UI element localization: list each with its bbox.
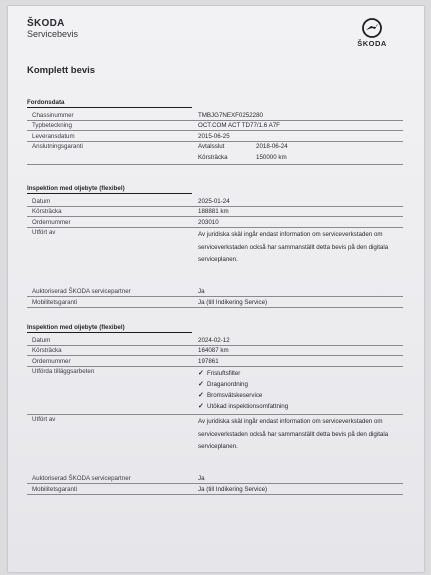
table-row: [27, 297, 403, 308]
additional-work-list: [198, 367, 403, 414]
table-row: [27, 228, 403, 267]
sub-value: 2018-06-24: [256, 143, 288, 150]
vin-value: TMBJG7NEXF0252280: [198, 111, 263, 119]
page-title: Komplett bevis: [27, 65, 96, 76]
performed-by-value: Av juridiska skäl ingår endast information om serviceverkstaden om serviceverkstaden också har sammanställt detta bevis på den digitala serviceplanen.: [198, 418, 389, 450]
mileage-value: 188881 km: [198, 208, 229, 215]
section-heading: Inspektion med oljebyte (flexibel): [27, 185, 192, 194]
table-row: [27, 121, 403, 132]
inspection-section-2: [27, 324, 403, 495]
row-label: Chassinummer: [32, 111, 74, 119]
mobility-value: Ja (till Indikering Service): [198, 298, 268, 306]
list-item: [198, 392, 403, 400]
order-value: 203010: [198, 218, 219, 226]
work-item-label: Utökad inspektionsomfattning: [207, 402, 289, 410]
vehicle-data-section: [27, 99, 403, 165]
table-row: [27, 196, 403, 207]
checkmark-icon: ✓: [198, 380, 204, 388]
work-item-label: Bromsvätskeservice: [207, 391, 263, 399]
row-label: Auktoriserad ŠKODA servicepartner: [32, 475, 131, 482]
table-row: [27, 217, 403, 228]
row-label: Ordernummer: [32, 218, 71, 226]
table-row: [27, 346, 403, 357]
table-row: [27, 474, 403, 485]
work-item-label: Draganordning: [207, 380, 248, 388]
skoda-logo: [350, 18, 394, 48]
order-value: 197861: [198, 357, 219, 365]
row-label: Mobilitetsgaranti: [32, 485, 78, 493]
table-row: [27, 356, 403, 367]
inspection-section-1: [27, 185, 403, 308]
sub-label: Körsträcka: [198, 154, 228, 161]
work-item-label: Frisluftsfilter: [207, 369, 241, 377]
checkmark-icon: ✓: [198, 369, 204, 377]
checkmark-icon: ✓: [198, 391, 204, 399]
brand-header: [27, 19, 78, 39]
section-heading: Fordonsdata: [27, 99, 192, 108]
row-label: Utförda tilläggsarbeten: [32, 368, 95, 375]
mobility-value: Ja (till Indikering Service): [198, 485, 268, 493]
table-row: [27, 335, 403, 346]
date-value: 2024-02-12: [198, 336, 230, 344]
partner-value: Ja: [198, 288, 205, 295]
row-label: Körsträcka: [32, 208, 62, 215]
document-type: Servicebevis: [27, 29, 79, 39]
sub-label: Avtalsslut: [198, 143, 225, 150]
row-label: Datum: [32, 336, 51, 344]
row-label: Anslutningsgaranti: [32, 143, 83, 150]
type-value: OCT.COM ACT TD77/1.6 A7F: [198, 122, 280, 129]
logo-wordmark: ŠKODA: [357, 39, 387, 48]
row-label: Utfört av: [32, 416, 56, 423]
table-row: [27, 131, 403, 142]
mileage-value: 164087 km: [198, 347, 229, 354]
row-label: Leveransdatum: [32, 132, 75, 140]
list-item: [198, 403, 403, 411]
table-row: [27, 207, 403, 218]
row-label: Körsträcka: [32, 347, 62, 354]
brand-name: ŠKODA: [27, 18, 65, 29]
skoda-emblem-icon: [362, 18, 382, 38]
row-label: Mobilitetsgaranti: [32, 298, 78, 306]
certificate-page: [8, 6, 424, 572]
checkmark-icon: ✓: [198, 402, 204, 410]
date-value: 2025-01-24: [198, 197, 230, 205]
row-label: Ordernummer: [32, 357, 71, 365]
table-row: [27, 287, 403, 298]
list-item: [198, 370, 403, 378]
warranty-end-line: [198, 143, 403, 154]
table-row: [27, 415, 403, 454]
warranty-value: [198, 142, 403, 165]
row-label: Datum: [32, 197, 51, 205]
warranty-mileage-line: [198, 154, 403, 164]
performed-by-value: Av juridiska skäl ingår endast information om serviceverkstaden om serviceverkstaden också har sammanställt detta bevis på den digitala serviceplanen.: [198, 231, 389, 263]
row-label: Utfört av: [32, 229, 56, 236]
delivery-date-value: 2015-06-25: [198, 132, 230, 140]
row-label: Auktoriserad ŠKODA servicepartner: [32, 288, 131, 295]
table-row: [27, 484, 403, 495]
section-heading: Inspektion med oljebyte (flexibel): [27, 324, 192, 333]
sub-value: 150000 km: [256, 154, 287, 161]
list-item: [198, 381, 403, 389]
table-row: [27, 367, 403, 415]
partner-value: Ja: [198, 475, 205, 482]
table-row: [27, 142, 403, 166]
table-row: [27, 110, 403, 121]
row-label: Typbeteckning: [32, 122, 72, 129]
